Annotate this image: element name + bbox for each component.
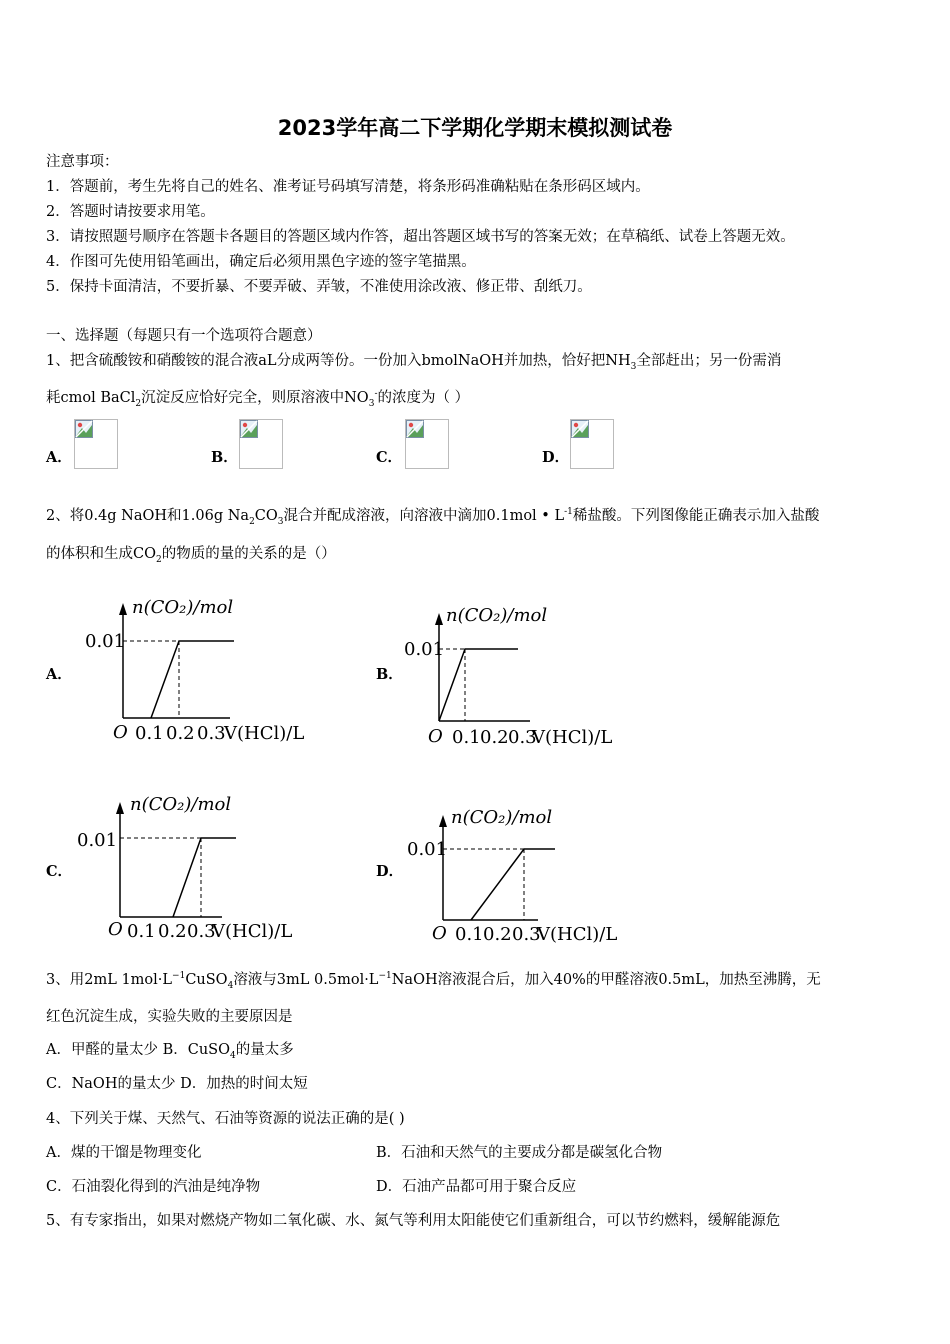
note-item: 2．答题时请按要求用笔。 <box>46 204 215 220</box>
q4-option-b: B．石油和天然气的主要成分都是碳氢化合物 <box>376 1145 663 1161</box>
section-heading: 一、选择题（每题只有一个选项符合题意） <box>46 328 322 344</box>
q1-option-d-image <box>570 419 614 469</box>
svg-text:O: O <box>432 923 447 944</box>
q1-stem-line2: 耗cmol BaCl$_2$沉淀反应恰好完全，则原溶液中$NO_3^-$的浓度为（ ） <box>46 389 470 409</box>
q3-stem-line1: 3、用2mL $1mol\cdot L^{-1}CuSO_4$溶液与3mL $0.5mol\cdot L^{-1}NaOH$溶液混合后，加入40%的甲醛溶液0.5mL，加热至沸腾，无 <box>46 971 821 991</box>
svg-text:O: O <box>428 726 443 747</box>
q1-option-c: C． <box>376 449 403 466</box>
svg-text:0.01: 0.01 <box>77 830 118 851</box>
q2-option-d-label: D． <box>376 863 404 880</box>
q2-graph-b <box>400 598 650 758</box>
svg-text:0.1: 0.1 <box>127 921 156 942</box>
svg-text:n(CO₂)/mol: n(CO₂)/mol <box>446 605 548 626</box>
svg-text:n(CO₂)/mol: n(CO₂)/mol <box>132 597 234 618</box>
broken-image-icon <box>240 420 258 438</box>
q4-stem: 4、下列关于煤、天然气、石油等资源的说法正确的是( ) <box>46 1111 405 1127</box>
svg-text:0.01: 0.01 <box>407 839 448 860</box>
svg-text:O: O <box>113 722 128 743</box>
svg-text:0.3: 0.3 <box>508 727 537 748</box>
q1-option-b-image <box>239 419 283 469</box>
svg-text:0.2: 0.2 <box>480 727 509 748</box>
broken-image-icon <box>571 420 589 438</box>
svg-text:0.2: 0.2 <box>483 924 512 945</box>
q1-option-d: D． <box>542 449 570 466</box>
svg-text:0.2: 0.2 <box>166 723 195 744</box>
svg-text:n(CO₂)/mol: n(CO₂)/mol <box>130 794 232 815</box>
svg-text:0.2: 0.2 <box>158 921 187 942</box>
note-item: 3．请按照题号顺序在答题卡各题目的答题区域内作答，超出答题区域书写的答案无效；在草稿纸、试卷上答题无效。 <box>46 229 795 245</box>
q2-graph-d <box>403 802 653 962</box>
q4-option-a: A．煤的干馏是物理变化 <box>46 1145 202 1161</box>
q3-stem-line2: 红色沉淀生成，实验失败的主要原因是 <box>46 1009 293 1025</box>
q2-option-c-label: C． <box>46 863 73 880</box>
note-item: 1．答题前，考生先将自己的姓名、准考证号码填写清楚，将条形码准确粘贴在条形码区域内。 <box>46 179 650 195</box>
q1-option-a-image <box>74 419 118 469</box>
svg-text:0.1: 0.1 <box>452 727 481 748</box>
q1-stem-line1: 1、把含硫酸铵和硝酸铵的混合液aL分成两等份。一份加入bmolNaOH并加热，恰好把$NH_3$全部赶出；另一份需消 <box>46 353 782 372</box>
svg-text:0.01: 0.01 <box>85 631 126 652</box>
svg-text:0.3: 0.3 <box>197 723 226 744</box>
q1-option-c-image <box>405 419 449 469</box>
svg-text:V(HCl)/L: V(HCl)/L <box>224 723 305 744</box>
q2-stem-line2: 的体积和生成$CO_2$的物质的量的关系的是（） <box>46 546 336 565</box>
q5-stem-line1: 5、有专家指出，如果对燃烧产物如二氧化碳、水、氮气等利用太阳能使它们重新组合，可以节约燃料，缓解能源危 <box>46 1213 781 1229</box>
svg-text:V(HCl)/L: V(HCl)/L <box>532 727 613 748</box>
q3-options-ab: A．甲醛的量太少 B．CuSO$_4$的量太多 <box>46 1042 294 1061</box>
q3-options-cd: C．NaOH的量太少 D．加热的时间太短 <box>46 1076 308 1092</box>
svg-text:0.01: 0.01 <box>404 639 445 660</box>
svg-text:0.1: 0.1 <box>455 924 484 945</box>
svg-text:0.1: 0.1 <box>135 723 164 744</box>
note-item: 5．保持卡面清洁，不要折暴、不要弄破、弄皱，不准使用涂改液、修正带、刮纸刀。 <box>46 279 592 295</box>
note-item: 4．作图可先使用铅笔画出，确定后必须用黑色字迹的签字笔描黑。 <box>46 254 476 270</box>
q2-graph-c <box>72 787 322 947</box>
q4-option-c: C．石油裂化得到的汽油是纯净物 <box>46 1179 261 1195</box>
q2-graph-a <box>80 590 330 750</box>
q2-option-b-label: B． <box>376 666 403 683</box>
q1-option-a: A． <box>46 449 72 466</box>
svg-text:V(HCl)/L: V(HCl)/L <box>537 924 618 945</box>
q1-option-b: B． <box>211 449 238 466</box>
svg-text:0.3: 0.3 <box>512 924 541 945</box>
q4-option-d: D．石油产品都可用于聚合反应 <box>376 1179 577 1195</box>
q2-stem-line1: 2、将0.4g NaOH和1.06g $Na_2CO_3$混合并配成溶液，向溶液中滴加0.1mol • $L^{-1}$稀盐酸。下列图像能正确表示加入盐酸 <box>46 507 820 527</box>
notes-heading: 注意事项： <box>46 154 119 170</box>
q2-option-a-label: A． <box>46 666 72 683</box>
broken-image-icon <box>75 420 93 438</box>
svg-text:0.3: 0.3 <box>187 921 216 942</box>
broken-image-icon <box>406 420 424 438</box>
svg-text:O: O <box>108 919 123 940</box>
svg-text:n(CO₂)/mol: n(CO₂)/mol <box>451 807 553 828</box>
page-title: 2023学年高二下学期化学期末模拟测试卷 <box>277 116 673 140</box>
svg-text:V(HCl)/L: V(HCl)/L <box>212 921 293 942</box>
